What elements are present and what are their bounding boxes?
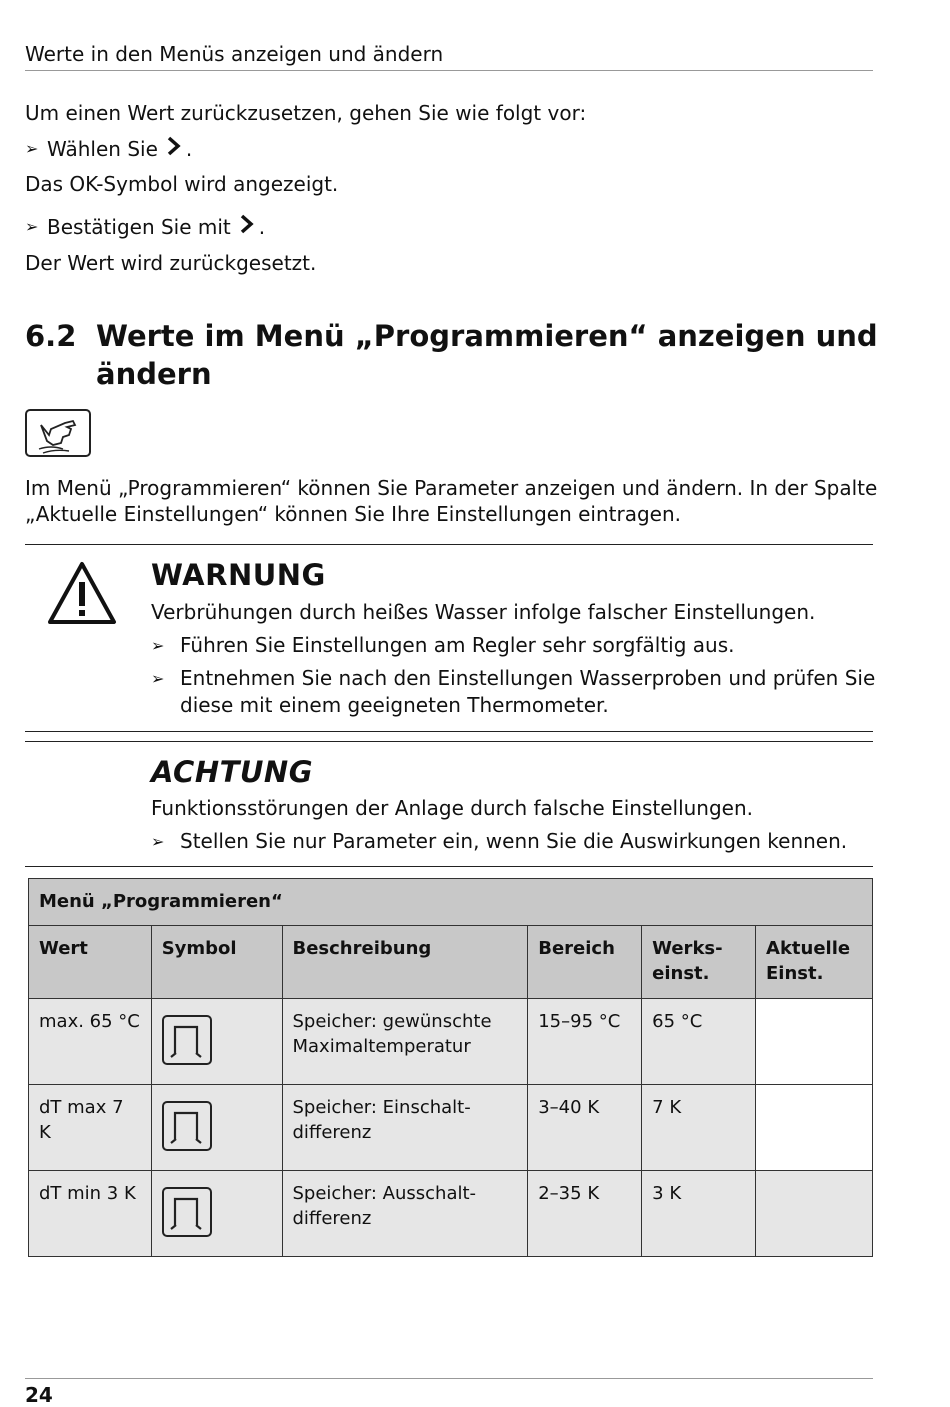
cell-werkseinst: 7 K (642, 1085, 756, 1171)
header-divider (25, 70, 873, 71)
caution-item (151, 828, 847, 855)
cell-beschreibung (282, 1085, 528, 1171)
cell-symbol (151, 1171, 282, 1257)
cell-bereich: 15–95 °C (528, 999, 642, 1085)
cell-wert: max. 65 °C (29, 999, 152, 1085)
section-body (25, 475, 877, 527)
cell-bereich: 2–35 K (528, 1171, 642, 1257)
col-header-aktuelle (756, 926, 873, 999)
warning-item-text: diese mit einem geeigneten Thermometer. (180, 693, 609, 717)
storage-tank-icon (162, 1187, 212, 1237)
footer-divider (25, 1378, 873, 1379)
warning-item (151, 665, 875, 719)
cell-aktuelle[interactable] (756, 1085, 873, 1171)
cell-symbol (151, 999, 282, 1085)
col-header-werkseinst-line1: Werks- (652, 938, 723, 959)
col-header-aktuelle-line1: Aktuelle (766, 938, 851, 959)
cell-symbol (151, 1085, 282, 1171)
cell-beschreibung (282, 1171, 528, 1257)
section-heading (25, 317, 895, 393)
caution-text: Funktionsstörungen der Anlage durch falsche Einstellungen. (151, 796, 754, 820)
bullet-arrow-icon: ➢ (151, 669, 165, 688)
storage-tank-icon (162, 1015, 212, 1065)
reset-note: Der Wert wird zurückgesetzt. (25, 251, 317, 275)
storage-tank-icon (162, 1101, 212, 1151)
warning-item-text: Führen Sie Einstellungen am Regler sehr sorgfältig aus. (180, 633, 735, 657)
chevron-right-icon (166, 135, 182, 163)
section-title-line1: Werte im Menü „Programmieren“ anzeigen und (96, 319, 878, 353)
cell-aktuelle[interactable] (756, 999, 873, 1085)
bullet-arrow-icon: ➢ (25, 217, 39, 236)
section-title-line2: ändern (96, 357, 212, 391)
step-select (25, 135, 192, 163)
section-body-line2: „Aktuelle Einstellungen“ können Sie Ihre Einstellungen eintragen. (25, 502, 681, 526)
table-row (29, 1171, 873, 1257)
cell-beschreibung-line1: Speicher: gewünschte (292, 1011, 492, 1032)
bullet-arrow-icon: ➢ (25, 139, 39, 158)
cell-wert: dT max 7 K (29, 1085, 152, 1171)
step-confirm-end: . (258, 215, 266, 239)
col-header-beschreibung: Beschreibung (282, 926, 528, 999)
cell-beschreibung-line1: Speicher: Einschalt- (292, 1097, 471, 1118)
warning-triangle-icon (46, 560, 118, 630)
col-header-wert: Wert (29, 926, 152, 999)
intro-line: Um einen Wert zurückzusetzen, gehen Sie wie folgt vor: (25, 101, 587, 125)
bullet-arrow-icon: ➢ (151, 636, 165, 655)
step-select-end: . (185, 137, 193, 161)
warning-text: Verbrühungen durch heißes Wasser infolge falscher Einstellungen. (151, 600, 816, 624)
step-confirm (25, 213, 265, 241)
warning-top-rule (25, 544, 873, 545)
page-header: Werte in den Menüs anzeigen und ändern (25, 42, 444, 66)
warning-item (151, 632, 734, 659)
col-header-symbol: Symbol (151, 926, 282, 999)
section-number: 6.2 (25, 319, 77, 353)
table-row (29, 999, 873, 1085)
warning-title: WARNUNG (151, 558, 326, 592)
caution-bottom-rule (25, 866, 873, 867)
col-header-aktuelle-line2: Einst. (766, 963, 824, 984)
cell-aktuelle[interactable] (756, 1171, 873, 1257)
cell-beschreibung-line2: Maximaltemperatur (292, 1036, 471, 1057)
cell-beschreibung (282, 999, 528, 1085)
ok-symbol-note: Das OK-Symbol wird angezeigt. (25, 172, 339, 196)
cell-beschreibung-line2: differenz (292, 1208, 372, 1229)
warning-bottom-rule (25, 731, 873, 732)
caution-item-text: Stellen Sie nur Parameter ein, wenn Sie die Auswirkungen kennen. (180, 829, 848, 853)
table-caption: Menü „Programmieren“ (29, 879, 873, 926)
cell-bereich: 3–40 K (528, 1085, 642, 1171)
programmieren-table (28, 878, 873, 1257)
step-select-text: Wählen Sie (47, 137, 158, 161)
cell-wert: dT min 3 K (29, 1171, 152, 1257)
col-header-werkseinst (642, 926, 756, 999)
col-header-bereich: Bereich (528, 926, 642, 999)
col-header-werkseinst-line2: einst. (652, 963, 710, 984)
cell-beschreibung-line1: Speicher: Ausschalt- (292, 1183, 477, 1204)
chevron-right-icon (239, 213, 255, 241)
caution-title: ACHTUNG (151, 755, 314, 789)
cell-werkseinst: 3 K (642, 1171, 756, 1257)
step-confirm-text: Bestätigen Sie mit (47, 215, 231, 239)
caution-top-rule (25, 741, 873, 742)
section-body-line1: Im Menü „Programmieren“ können Sie Parameter anzeigen und ändern. In der Spalte (25, 476, 878, 500)
warning-item-text: Entnehmen Sie nach den Einstellungen Wasserproben und prüfen Sie (180, 666, 876, 690)
table-row (29, 1085, 873, 1171)
cell-werkseinst: 65 °C (642, 999, 756, 1085)
cell-beschreibung-line2: differenz (292, 1122, 372, 1143)
bullet-arrow-icon: ➢ (151, 832, 165, 851)
page-number: 24 (25, 1383, 53, 1407)
hand-pointer-icon (25, 409, 91, 457)
